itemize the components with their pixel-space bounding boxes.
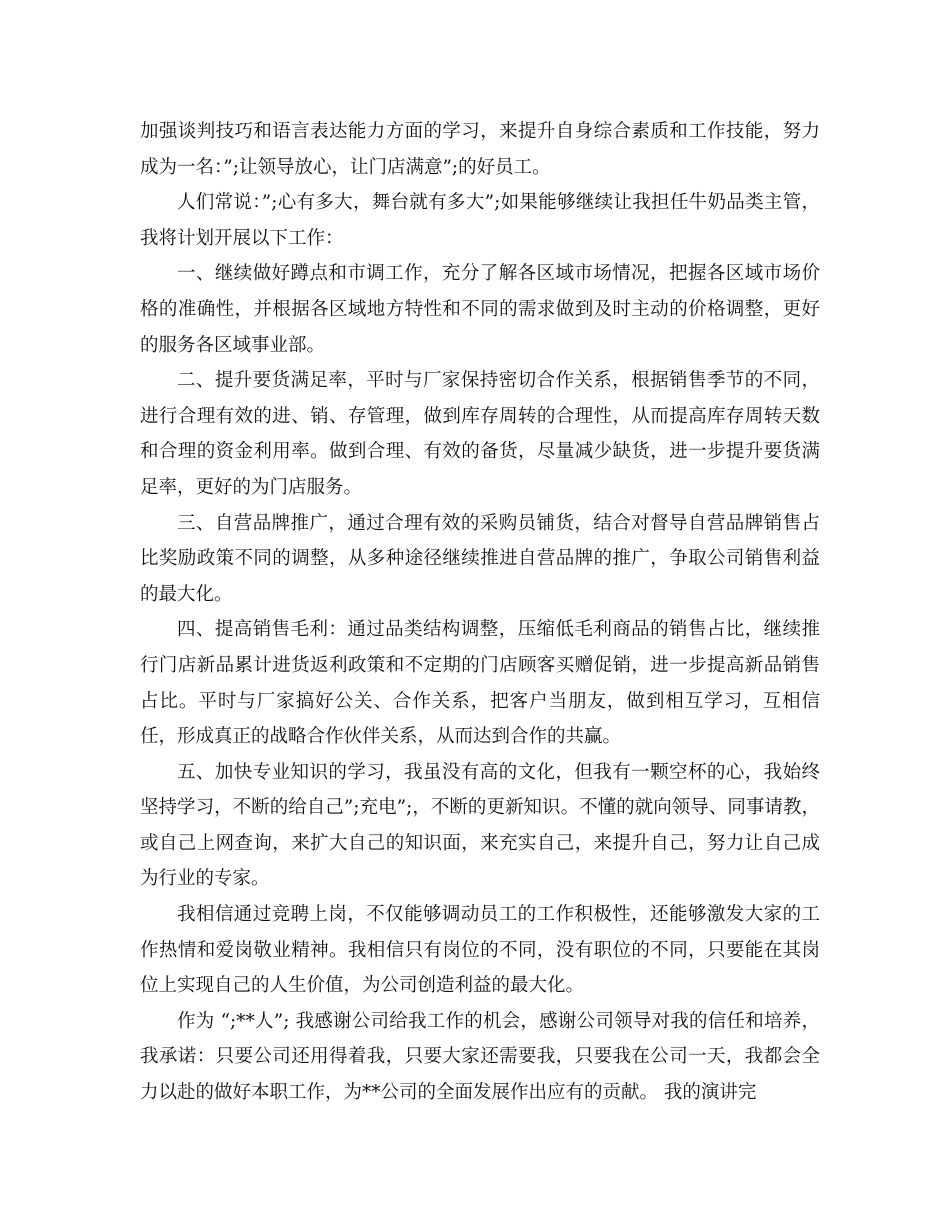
paragraph-3: 一、继续做好蹲点和市调工作，充分了解各区域市场情况，把握各区域市场价格的准确性，并根据各区域地方特性和不同的需求做到及时主动的价格调整，更好的服务各区域事业部。	[140, 263, 820, 356]
paragraph-8: 我相信通过竞聘上岗，不仅能够调动员工的工作积极性，还能够激发大家的工作热情和爱岗敬业精神。我相信只有岗位的不同，没有职位的不同，只要能在其岗位上实现自己的人生价值，为公司创造利益的最大化。	[140, 904, 820, 997]
paragraph-1: 加强谈判技巧和语言表达能力方面的学习，来提升自身综合素质和工作技能，努力成为一名：”;让领导放心，让门店满意”;的好员工。	[140, 121, 820, 178]
paragraph-7: 五、加快专业知识的学习，我虽没有高的文化，但我有一颗空杯的心，我始终坚持学习，不断的给自己”;充电”;，不断的更新知识。不懂的就向领导、同事请教，或自己上网查询，来扩大自己的知识面，来充实自己，来提升自己，努力让自己成为行业的专家。	[140, 761, 820, 890]
paragraph-4: 二、提升要货满足率，平时与厂家保持密切合作关系，根据销售季节的不同，进行合理有效的进、销、存管理，做到库存周转的合理性，从而提高库存周转天数和合理的资金利用率。做到合理、有效的备货，尽量减少缺货，进一步提升要货满足率，更好的为门店服务。	[140, 370, 820, 498]
paragraph-2: 人们常说：”;心有多大，舞台就有多大”;如果能够继续让我担任牛奶品类主管，我将计划开展以下工作：	[140, 192, 820, 249]
paragraph-9: 作为 “;**人”; 我感谢公司给我工作的机会，感谢公司领导对我的信任和培养，我承诺：只要公司还用得着我，只要大家还需要我，只要我在公司一天，我都会全力以赴的做好本职工作，为**公司的全面发展作出应有的贡献。 我的演讲完	[140, 1010, 820, 1104]
paragraph-5: 三、自营品牌推广，通过合理有效的采购员铺货，结合对督导自营品牌销售占比奖励政策不同的调整，从多种途径继续推进自营品牌的推广，争取公司销售利益的最大化。	[140, 512, 820, 605]
document-body	[140, 114, 820, 1111]
paragraph-6: 四、提高销售毛利：通过品类结构调整，压缩低毛利商品的销售占比，继续推行门店新品累计进货返利政策和不定期的门店顾客买赠促销，进一步提高新品销售占比。平时与厂家搞好公关、合作关系，把客户当朋友，做到相互学习，互相信任，形成真正的战略合作伙伴关系，从而达到合作的共赢。	[140, 619, 820, 748]
